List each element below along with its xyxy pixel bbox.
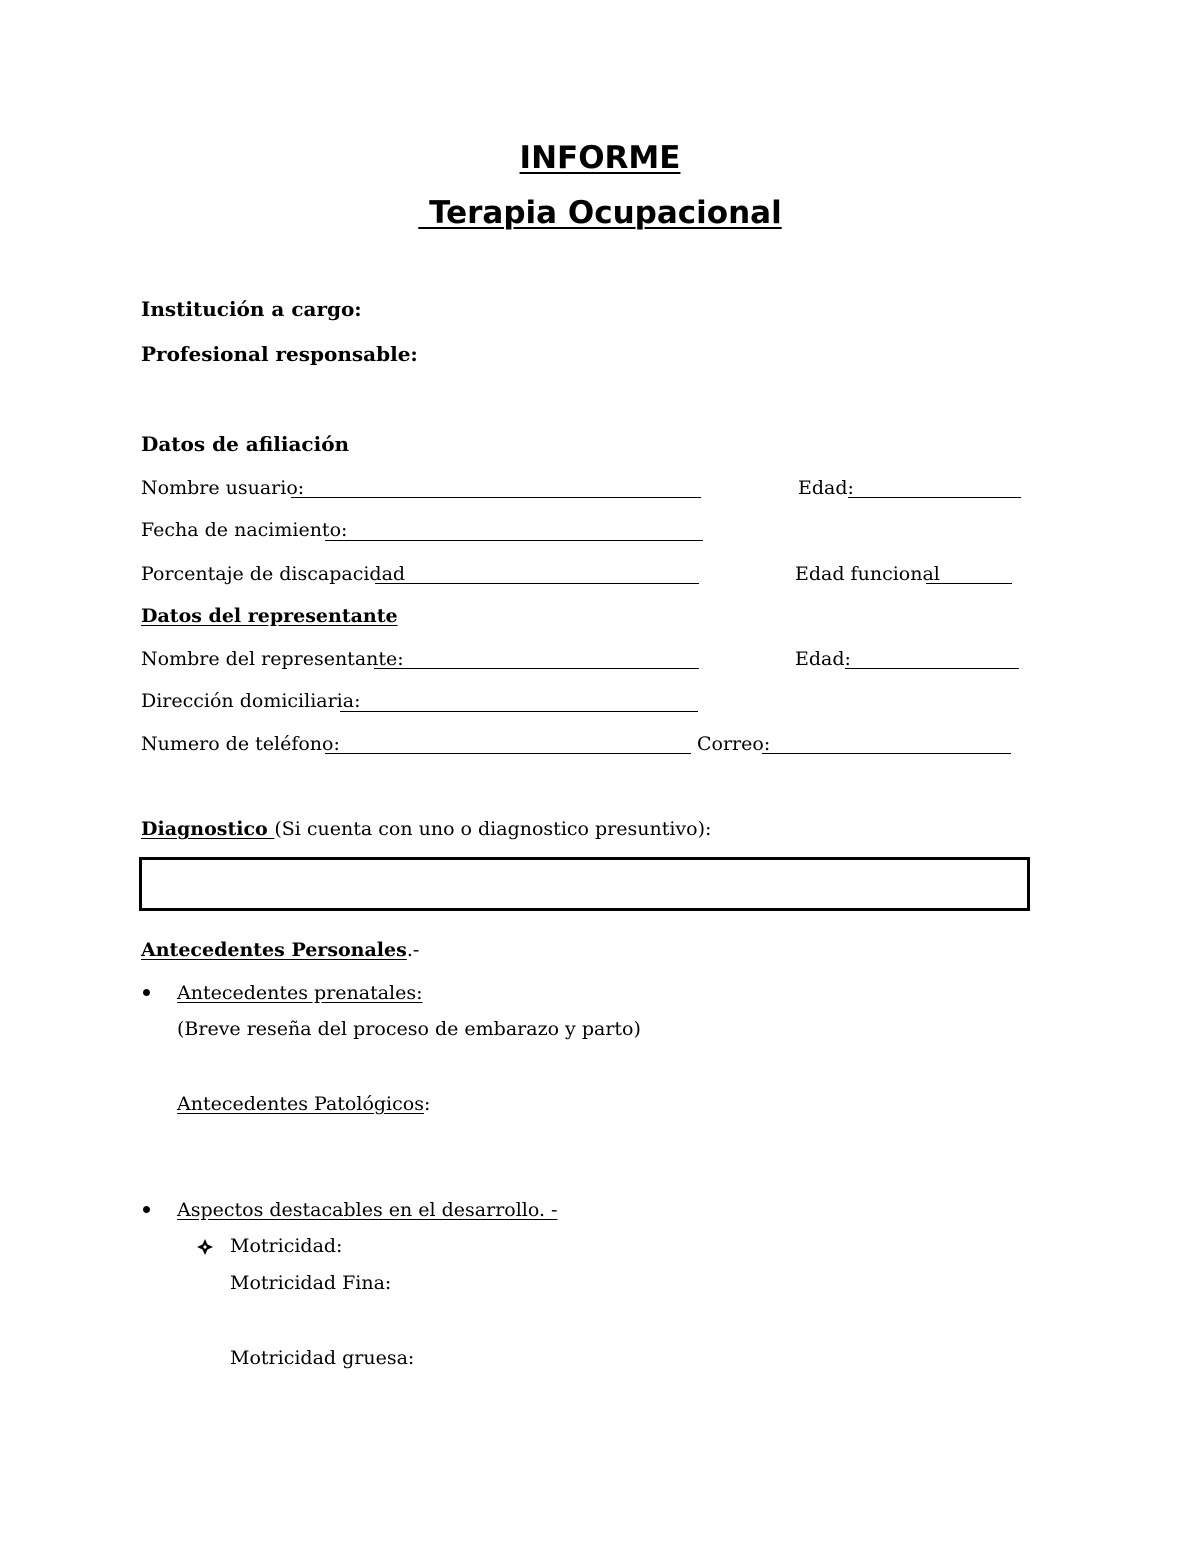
motricidad-label: Motricidad:	[230, 1235, 343, 1257]
bullet-icon	[143, 989, 150, 996]
diamond-bullet-icon	[196, 1238, 214, 1256]
fecha-nacimiento-label: Fecha de nacimiento:	[141, 519, 348, 541]
edad-funcional-label: Edad funcional	[795, 563, 940, 585]
antecedentes-heading: Antecedentes Personales	[141, 939, 407, 961]
patologicos-line	[177, 1093, 430, 1115]
motricidad-fina-label: Motricidad Fina:	[230, 1272, 392, 1294]
correo-field[interactable]	[762, 753, 1011, 754]
edad-usuario-label: Edad:	[798, 477, 854, 499]
edad-funcional-field[interactable]	[926, 583, 1012, 584]
bullet-icon	[143, 1206, 150, 1213]
antecedentes-heading-line	[141, 939, 419, 961]
diagnostico-line	[141, 818, 711, 840]
edad-usuario-field[interactable]	[848, 497, 1021, 498]
nombre-representante-label: Nombre del representante:	[141, 648, 404, 670]
institucion-label: Institución a cargo:	[141, 297, 362, 321]
porcentaje-discapacidad-label: Porcentaje de discapacidad	[141, 563, 406, 585]
profesional-label: Profesional responsable:	[141, 342, 418, 366]
telefono-label: Numero de teléfono:	[141, 733, 340, 755]
porcentaje-discapacidad-field[interactable]	[375, 583, 699, 584]
nombre-usuario-field[interactable]	[291, 497, 701, 498]
diagnostico-box[interactable]	[139, 857, 1030, 911]
document-title: INFORME	[519, 140, 681, 176]
nombre-representante-field[interactable]	[374, 668, 699, 669]
antecedentes-heading-suffix: .-	[406, 939, 420, 961]
telefono-field[interactable]	[325, 753, 691, 754]
motricidad-gruesa-label: Motricidad gruesa:	[230, 1347, 415, 1369]
prenatales-label: Antecedentes prenatales:	[177, 982, 423, 1004]
representante-heading: Datos del representante	[141, 605, 398, 627]
edad-representante-label: Edad:	[795, 648, 851, 670]
direccion-field[interactable]	[340, 711, 698, 712]
afiliacion-heading: Datos de afiliación	[141, 432, 350, 456]
edad-representante-field[interactable]	[845, 668, 1019, 669]
diagnostico-value	[142, 860, 1027, 880]
diagnostico-note: (Si cuenta con uno o diagnostico presuntivo):	[274, 818, 712, 840]
diagnostico-label: Diagnostico	[141, 818, 275, 840]
prenatales-note: (Breve reseña del proceso de embarazo y parto)	[177, 1018, 641, 1040]
nombre-usuario-label: Nombre usuario:	[141, 477, 305, 499]
correo-label: Correo:	[697, 733, 771, 755]
patologicos-suffix: :	[423, 1093, 431, 1115]
desarrollo-heading: Aspectos destacables en el desarrollo. -	[177, 1199, 558, 1221]
direccion-label: Dirección domiciliaria:	[141, 690, 361, 712]
document-subtitle: Terapia Ocupacional	[418, 195, 782, 231]
patologicos-label: Antecedentes Patológicos	[177, 1093, 424, 1115]
fecha-nacimiento-field[interactable]	[325, 540, 703, 541]
